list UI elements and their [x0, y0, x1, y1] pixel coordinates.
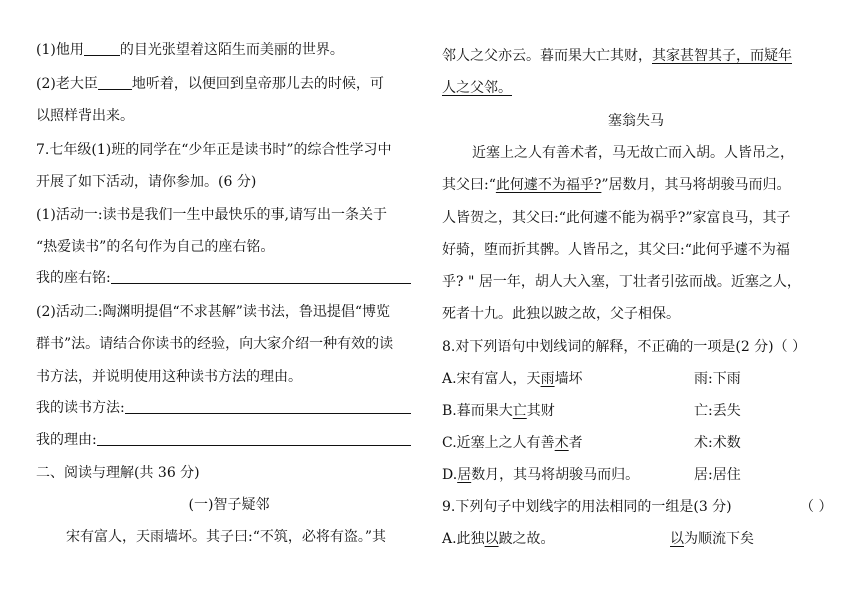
passage2-line4: 好骑，堕而折其髀。人皆吊之，其父曰:“此何乎遽不为福 [442, 242, 790, 258]
passage2-line1: 近塞上之人有善术者，马无故亡而入胡。人皆吊之， [472, 145, 794, 161]
q7-activity-2: (2)活动二:陶渊明提倡“不求甚解”读书法，鲁迅提倡“博览 [36, 304, 391, 320]
passage-title-2: 塞翁失马 [608, 113, 664, 129]
q7-activity-1: (1)活动一:读书是我们一生中最快乐的事,请写出一条关于 [36, 207, 387, 223]
reason-line: 我的理由: [36, 430, 411, 450]
passage2-line6: 死者十九。此独以跛之故，父子相保。 [442, 306, 680, 322]
method-line: 我的读书方法: [36, 398, 411, 418]
q6-item-2-cont: 以照样背出来。 [36, 108, 134, 124]
passage-cont-2: 人之父邻。 [442, 80, 512, 96]
q8-option-c-gloss: 术:术数 [694, 435, 741, 451]
answer-blank[interactable] [98, 75, 132, 90]
q8-stem: 8.对下列语句中划线词的解释，不正确的一项是(2 分)（ ） [442, 339, 807, 355]
q9-answer-paren[interactable]: （ ） [800, 499, 833, 515]
passage2-line3: 人皆贺之，其父曰:“此何遽不能为祸乎?”家富良马，其子 [442, 210, 791, 226]
motto-answer-line[interactable] [111, 269, 411, 284]
q8-option-b-gloss: 亡:丢失 [694, 403, 741, 419]
answer-blank[interactable] [84, 41, 120, 56]
q8-option-a-gloss: 雨:下雨 [694, 371, 741, 387]
q8-option-c[interactable]: C.近塞上之人有善术者 [442, 435, 583, 451]
q7-stem-cont: 开展了如下活动，请你参加。(6 分) [36, 174, 257, 190]
reason-answer-line[interactable] [97, 431, 411, 446]
q8-option-b[interactable]: B.暮而果大亡其财 [442, 403, 555, 419]
q8-option-d[interactable]: D.居数月，其马将胡骏马而归。 [442, 467, 640, 483]
q7-activity-2-cont: 群书”法。请结合你读书的经验，向大家介绍一种有效的读 [36, 336, 394, 352]
motto-line: 我的座右铭: [36, 268, 411, 288]
q9-option-a-compare: 以为顺流下矣 [670, 531, 754, 547]
q7-activity-2-cont2: 书方法，并说明使用这种读书方法的理由。 [36, 369, 302, 385]
q9-option-a[interactable]: A.此独以跛之故。 [442, 531, 555, 547]
q8-option-a[interactable]: A.宋有富人，天雨墙坏 [442, 371, 583, 387]
q8-option-d-gloss: 居:居住 [694, 467, 741, 483]
passage-title: (一)智子疑邻 [188, 497, 270, 513]
q6-item-1: (1)他用 的目光张望着这陌生而美丽的世界。 [36, 42, 344, 58]
q7-stem: 7.七年级(1)班的同学在“少年正是读书时”的综合性学习中 [36, 142, 392, 158]
passage2-line5: 乎? " 居一年，胡人大入塞，丁壮者引弦而战。近塞之人， [442, 274, 801, 290]
q6-item-2: (2)老大臣 地听着，以便回到皇帝那儿去的时候，可 [36, 76, 384, 92]
section-heading: 二、阅读与理解(共 36 分) [36, 465, 200, 481]
passage-text: 宋有富人，天雨墙坏。其子曰:“不筑，必将有盗。”其 [66, 529, 387, 545]
passage2-line2: 其父曰:“此何遽不为福乎?”居数月，其马将胡骏马而归。 [442, 177, 791, 193]
q7-activity-1-cont: “热爱读书”的名句作为自己的座右铭。 [36, 239, 275, 255]
q9-stem: 9.下列句子中划线字的用法相同的一组是(3 分) [442, 499, 732, 515]
passage-cont: 邻人之父亦云。暮而果大亡其财，其家甚智其子，而疑年 [442, 48, 792, 64]
method-answer-line[interactable] [125, 399, 411, 414]
